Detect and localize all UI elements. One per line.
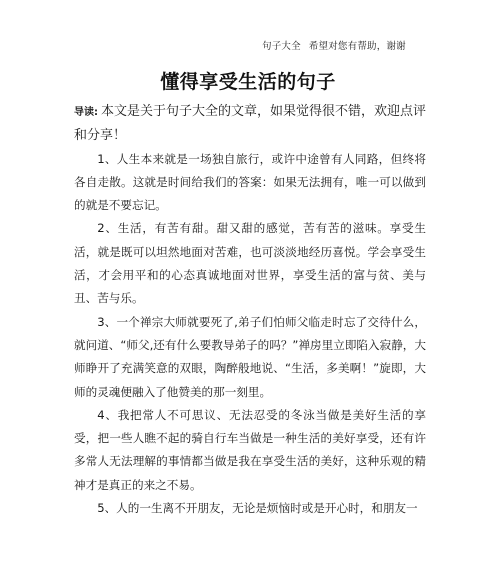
header-slogan: 希望对您有帮助，谢谢 [308,41,406,52]
intro-paragraph [74,100,426,148]
header-note [262,38,406,52]
document-body [74,100,426,520]
document-title: 懂得享受生活的句子 [160,71,336,93]
paragraph-4: 4、我把常人不可思议、无法忍受的冬泳当做是美好生活的享受，把一些人瞧不起的骑自行车当做是一种生活的美好享受，还有许多常人无法理解的事情都当做是我在享受生活的美好，这种乐观的精神才是真正的来之不易。 [74,407,426,492]
intro-label: 导读: [74,107,98,118]
paragraph-2: 2、生活，有苦有甜。甜又甜的感觉，苦有苦的滋味。享受生活，就是既可以坦然地面对苦难，也可淡淡地经历喜悦。学会享受生活，才会用平和的心态真诚地面对世界，享受生活的富与贫、美与丑、苦与乐。 [74,221,426,306]
header-site-name: 句子大全 [262,41,301,52]
intro-text: 本文是关于句子大全的文章，如果觉得很不错，欢迎点评和分享！ [74,104,427,144]
paragraph-5: 5、人的一生离不开朋友，无论是烦恼时或是开心时，和朋友一 [97,501,418,516]
paragraph-1: 1、人生本来就是一场独自旅行，或许中途曾有人同路，但终将各自走散。这就是时间给我们的答案：如果无法拥有，唯一可以做到的就是不要忘记。 [74,151,426,213]
paragraph-3: 3、一个禅宗大师就要死了,弟子们怕师父临走时忘了交待什么，就问道、“师父,还有什么要教导弟子的吗？”禅房里立即陷入寂静，大师睁开了充满笑意的双眼，陶醉般地说、“生活，多美啊！”旋即，大师的灵魂便融入了他赞美的那一刻里。 [74,314,426,399]
